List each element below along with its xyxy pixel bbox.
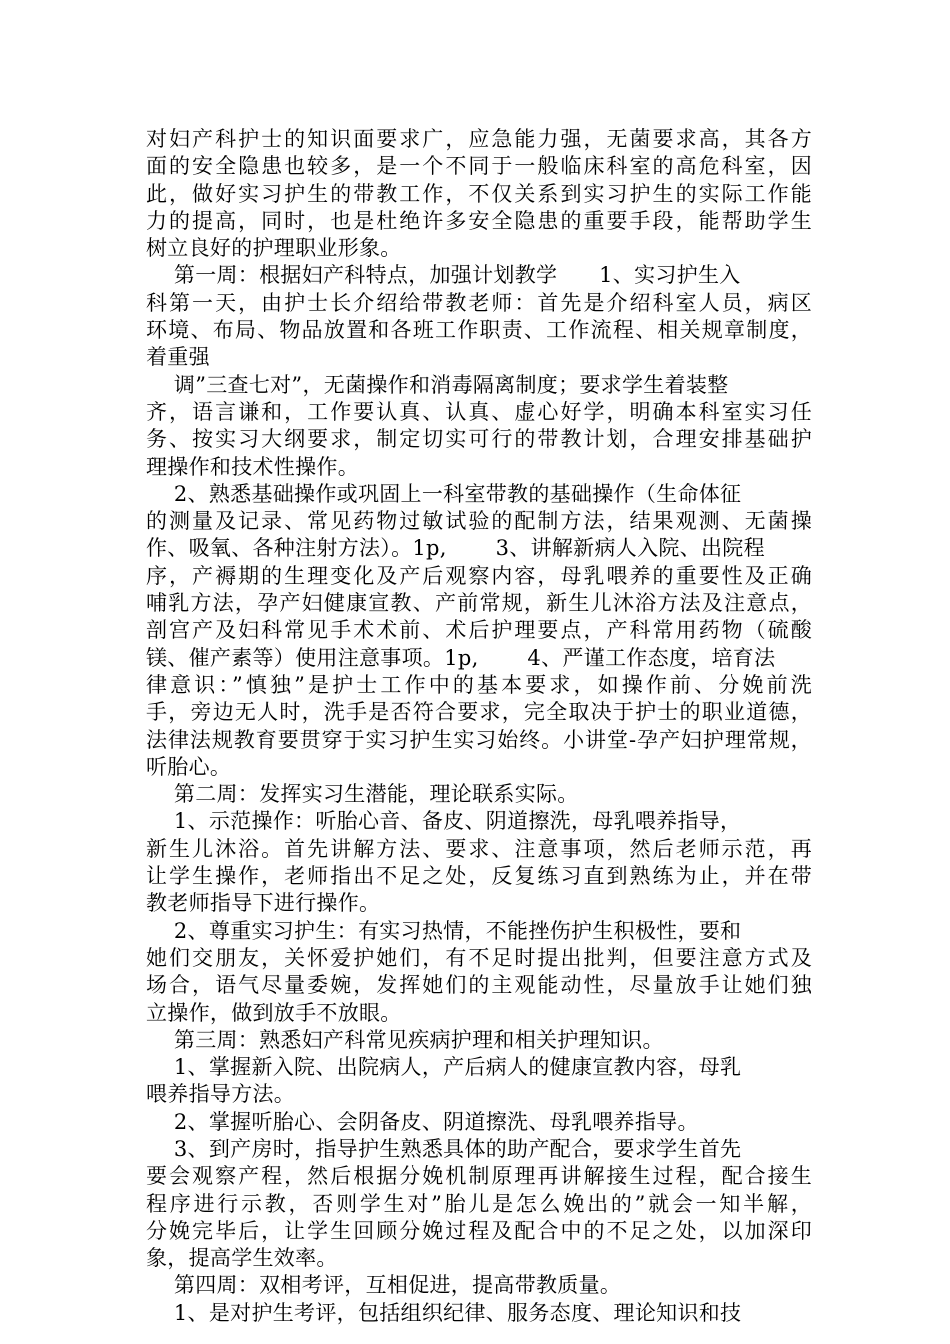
text-line: 镁、催产素等）使用注意事项。1p, 4、严谨工作态度，培育法: [146, 645, 776, 670]
text-line: 喂养指导方法。: [146, 1082, 296, 1107]
document-body: [146, 126, 812, 1327]
text-line: 教老师指导下进行操作。: [146, 891, 381, 916]
text-line: 3、到产房时，指导护生熟悉具体的助产配合，要求学生首先: [146, 1136, 742, 1161]
text-line: 力的提高，同时，也是杜绝许多安全隐患的重要手段，能帮助学生: [146, 208, 812, 233]
text-line: 调”三查七对”，无菌操作和消毒隔离制度；要求学生着装整: [146, 372, 729, 397]
text-line: 理操作和技术性操作。: [146, 454, 359, 479]
text-line: 的测量及记录、常见药物过敏试验的配制方法，结果观测、无菌操: [146, 509, 812, 534]
text-line: 科第一天，由护士长介绍给带教老师：首先是介绍科室人员，病区: [146, 290, 812, 315]
text-line: 序，产褥期的生理变化及产后观察内容，母乳喂养的重要性及正确: [146, 563, 812, 588]
text-line: 环境、布局、物品放置和各班工作职责、工作流程、相关规章制度，: [146, 318, 812, 343]
text-line: 第二周：发挥实习生潜能，理论联系实际。: [146, 782, 579, 807]
text-line: 立操作，做到放手不放眼。: [146, 1000, 402, 1025]
text-line: 第三周：熟悉妇产科常见疾病护理和相关护理知识。: [146, 1027, 664, 1052]
text-line: 2、熟悉基础操作或巩固上一科室带教的基础操作（生命体征: [146, 481, 742, 506]
text-line: 法律法规教育要贯穿于实习护生实习始终。小讲堂-孕产妇护理常规，: [146, 727, 812, 752]
text-line: 着重强: [146, 345, 210, 370]
text-line: 2、尊重实习护生：有实习热情，不能挫伤护生积极性，要和: [146, 918, 742, 943]
text-line: 象，提高学生效率。: [146, 1246, 338, 1271]
text-line: 哺乳方法，孕产妇健康宣教、产前常规，新生儿沐浴方法及注意点，: [146, 591, 812, 616]
text-line: 1、是对护生考评，包括组织纪律、服务态度、理论知识和技: [146, 1300, 742, 1325]
text-line: 第四周：双相考评，互相促进，提高带教质量。: [146, 1273, 622, 1298]
text-line: 手，旁边无人时，洗手是否符合要求，完全取决于护士的职业道德，: [146, 700, 812, 725]
text-line: 她们交朋友，关怀爱护她们，有不足时提出批判，但要注意方式及: [146, 945, 812, 970]
text-line: 此，做好实习护生的带教工作，不仅关系到实习护生的实际工作能: [146, 181, 812, 206]
text-line: 要会观察产程，然后根据分娩机制原理再讲解接生过程，配合接生: [146, 1164, 812, 1189]
text-line: 律意识：”慎独”是护士工作中的基本要求，如操作前、分娩前洗: [146, 672, 812, 697]
text-line: 场合，语气尽量委婉，发挥她们的主观能动性，尽量放手让她们独: [146, 973, 812, 998]
text-line: 作、吸氧、各种注射方法）。1p, 3、讲解新病人入院、出院程: [146, 536, 765, 561]
text-line: 剖宫产及妇科常见手术术前、术后护理要点，产科常用药物（硫酸: [146, 618, 812, 643]
text-line: 新生儿沐浴。首先讲解方法、要求、注意事项，然后老师示范，再: [146, 836, 812, 861]
text-line: 1、示范操作：听胎心音、备皮、阴道擦洗，母乳喂养指导，: [146, 809, 742, 834]
text-line: 程序进行示教，否则学生对”胎儿是怎么娩出的”就会一知半解，: [146, 1191, 812, 1216]
text-line: 2、掌握听胎心、会阴备皮、阴道擦洗、母乳喂养指导。: [146, 1109, 699, 1134]
text-line: 对妇产科护士的知识面要求广，应急能力强，无菌要求高，其各方: [146, 127, 812, 151]
text-line: 齐，语言谦和，工作要认真、认真、虚心好学，明确本科室实习任: [146, 399, 812, 424]
text-line: 树立良好的护理职业形象。: [146, 236, 402, 261]
text-line: 分娩完毕后，让学生回顾分娩过程及配合中的不足之处，以加深印: [146, 1218, 812, 1243]
text-line: 务、按实习大纲要求，制定切实可行的带教计划，合理安排基础护: [146, 427, 812, 452]
text-line: 第一周：根据妇产科特点，加强计划教学 1、实习护生入: [146, 263, 741, 288]
text-line: 1、掌握新入院、出院病人，产后病人的健康宣教内容，母乳: [146, 1055, 742, 1080]
text-line: 让学生操作，老师指出不足之处，反复练习直到熟练为止，并在带: [146, 864, 812, 889]
text-line: 听胎心。: [146, 754, 232, 779]
text-line: 面的安全隐患也较多，是一个不同于一般临床科室的高危科室，因: [146, 154, 812, 179]
